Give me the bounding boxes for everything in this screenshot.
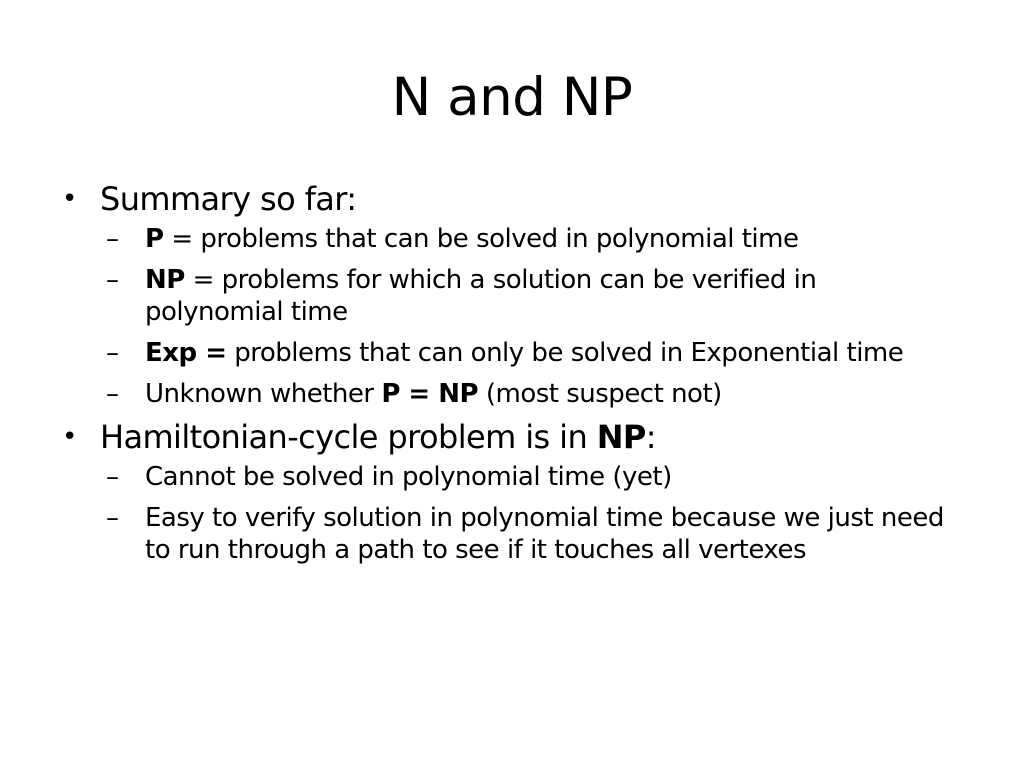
sub-bullet-text	[145, 379, 722, 409]
sub-bullet-list	[102, 461, 960, 566]
sub-bullet-item	[102, 337, 960, 369]
bullet-text	[100, 180, 357, 218]
sub-bullet-text	[145, 503, 944, 565]
bullet-item	[60, 178, 960, 220]
dash-icon: –	[106, 265, 119, 295]
bullet-text	[100, 418, 656, 456]
text-run: Exp =	[145, 338, 227, 368]
text-run: Summary so far:	[100, 180, 357, 218]
sub-bullet-item	[102, 378, 960, 410]
sub-bullet-item	[102, 461, 960, 493]
slide-title: N and NP	[391, 67, 633, 128]
text-run: Hamiltonian-cycle problem is in	[100, 418, 597, 456]
sub-bullet-item	[102, 502, 960, 566]
bullet-list	[60, 178, 960, 570]
sub-bullet-text	[145, 224, 798, 254]
sub-bullet-item	[102, 264, 960, 328]
text-run: = problems for which a solution can be verified in polynomial time	[145, 265, 817, 327]
dash-icon: –	[106, 379, 119, 409]
text-run: NP	[145, 265, 185, 295]
dash-icon: –	[106, 462, 119, 492]
sub-bullet-text	[145, 265, 816, 327]
text-run: Easy to verify solution in polynomial time because we just need to run through a path to see if it touches all vertexes	[145, 503, 944, 565]
text-run: :	[645, 418, 656, 456]
text-run: = problems that can be solved in polynomial time	[163, 224, 799, 254]
text-run: Cannot be solved in polynomial time (yet)	[145, 462, 672, 492]
text-run: (most suspect not)	[478, 379, 722, 409]
text-run: problems that can only be solved in Exponential time	[226, 338, 904, 368]
bullet-item	[60, 416, 960, 458]
dash-icon: –	[106, 224, 119, 254]
sub-bullet-list	[102, 223, 960, 410]
sub-bullet-item	[102, 223, 960, 255]
text-run: NP	[596, 418, 646, 456]
sub-bullet-text	[145, 338, 903, 368]
text-run: P = NP	[381, 379, 479, 409]
bullet-dot-icon: •	[62, 184, 77, 214]
sub-bullet-text	[145, 462, 672, 492]
text-run: P	[145, 224, 164, 254]
bullet-dot-icon: •	[62, 422, 77, 452]
dash-icon: –	[106, 503, 119, 533]
text-run: Unknown whether	[145, 379, 382, 409]
dash-icon: –	[106, 338, 119, 368]
